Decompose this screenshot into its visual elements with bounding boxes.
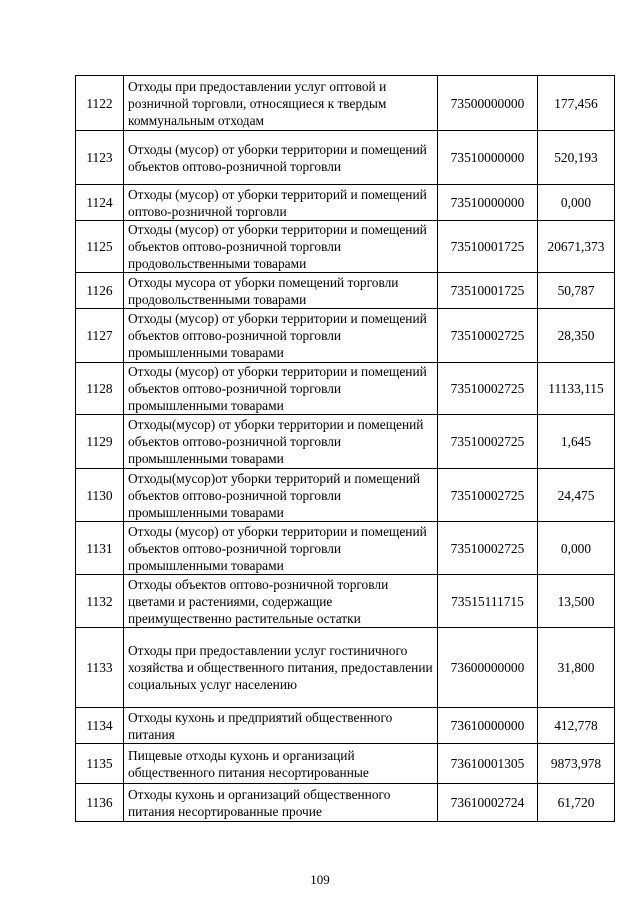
waste-description: Отходы (мусор) от уборки территории и помещений объектов оптово-розничной торговли (124, 131, 438, 185)
table-row (76, 469, 615, 522)
waste-description: Отходы кухонь и предприятий общественного питания (124, 708, 438, 744)
waste-amount: 20671,373 (538, 221, 615, 273)
table-row (76, 708, 615, 744)
waste-amount: 31,800 (538, 628, 615, 708)
waste-code: 73510002725 (438, 522, 538, 575)
table-row (76, 76, 615, 131)
row-number: 1128 (76, 363, 124, 415)
row-number: 1124 (76, 185, 124, 221)
waste-amount: 11133,115 (538, 363, 615, 415)
waste-description: Отходы (мусор) от уборки территории и помещений объектов оптово-розничной торговли промышленными товарами (124, 363, 438, 415)
waste-code: 73510000000 (438, 185, 538, 221)
waste-code: 73510002725 (438, 469, 538, 522)
waste-description: Отходы при предоставлении услуг оптовой и розничной торговли, относящиеся к твердым коммунальным отходам (124, 76, 438, 131)
waste-description: Отходы(мусор)от уборки территорий и помещений объектов оптово-розничной торговли промышленными товарами (124, 469, 438, 522)
waste-description: Отходы (мусор) от уборки территории и помещений объектов оптово-розничной торговли промышленными товарами (124, 522, 438, 575)
waste-description: Отходы объектов оптово-розничной торговли цветами и растениями, содержащие преимущественно растительные остатки (124, 575, 438, 628)
table-row (76, 744, 615, 784)
waste-amount: 520,193 (538, 131, 615, 185)
row-number: 1135 (76, 744, 124, 784)
waste-description: Отходы (мусор) от уборки территории и помещений объектов оптово-розничной торговли продовольственными товарами (124, 221, 438, 273)
row-number: 1134 (76, 708, 124, 744)
waste-code: 73610001305 (438, 744, 538, 784)
table-row (76, 575, 615, 628)
row-number: 1132 (76, 575, 124, 628)
waste-code: 73600000000 (438, 628, 538, 708)
waste-amount: 24,475 (538, 469, 615, 522)
waste-code: 73500000000 (438, 76, 538, 131)
waste-code: 73510001725 (438, 273, 538, 309)
waste-amount: 412,778 (538, 708, 615, 744)
waste-description: Отходы (мусор) от уборки территории и помещений объектов оптово-розничной торговли промышленными товарами (124, 309, 438, 363)
waste-amount: 50,787 (538, 273, 615, 309)
waste-table (75, 75, 615, 822)
waste-amount: 1,645 (538, 415, 615, 469)
waste-amount: 9873,978 (538, 744, 615, 784)
row-number: 1133 (76, 628, 124, 708)
table-row (76, 415, 615, 469)
table-row (76, 784, 615, 822)
waste-code: 73510002725 (438, 415, 538, 469)
row-number: 1122 (76, 76, 124, 131)
table-row (76, 309, 615, 363)
waste-description: Отходы кухонь и организаций общественного питания несортированные прочие (124, 784, 438, 822)
waste-code: 73510000000 (438, 131, 538, 185)
waste-code: 73510002725 (438, 363, 538, 415)
waste-code: 73610002724 (438, 784, 538, 822)
table-row (76, 221, 615, 273)
waste-description: Отходы при предоставлении услуг гостиничного хозяйства и общественного питания, предоставлении социальных услуг населению (124, 628, 438, 708)
row-number: 1125 (76, 221, 124, 273)
row-number: 1131 (76, 522, 124, 575)
table-row (76, 363, 615, 415)
waste-description: Пищевые отходы кухонь и организаций общественного питания несортированные (124, 744, 438, 784)
table-row (76, 522, 615, 575)
waste-amount: 0,000 (538, 185, 615, 221)
row-number: 1123 (76, 131, 124, 185)
row-number: 1126 (76, 273, 124, 309)
waste-code: 73515111715 (438, 575, 538, 628)
waste-code: 73610000000 (438, 708, 538, 744)
waste-code: 73510001725 (438, 221, 538, 273)
waste-amount: 28,350 (538, 309, 615, 363)
table-row (76, 131, 615, 185)
table-row (76, 185, 615, 221)
waste-code: 73510002725 (438, 309, 538, 363)
waste-amount: 61,720 (538, 784, 615, 822)
row-number: 1130 (76, 469, 124, 522)
waste-description: Отходы (мусор) от уборки территорий и помещений оптово-розничной торговли (124, 185, 438, 221)
table-row (76, 628, 615, 708)
waste-amount: 177,456 (538, 76, 615, 131)
row-number: 1129 (76, 415, 124, 469)
waste-description: Отходы(мусор) от уборки территории и помещений объектов оптово-розничной торговли промышленными товарами (124, 415, 438, 469)
waste-amount: 13,500 (538, 575, 615, 628)
row-number: 1136 (76, 784, 124, 822)
page-number: 109 (310, 872, 330, 887)
waste-description: Отходы мусора от уборки помещений торговли продовольственными товарами (124, 273, 438, 309)
table-row (76, 273, 615, 309)
waste-amount: 0,000 (538, 522, 615, 575)
row-number: 1127 (76, 309, 124, 363)
